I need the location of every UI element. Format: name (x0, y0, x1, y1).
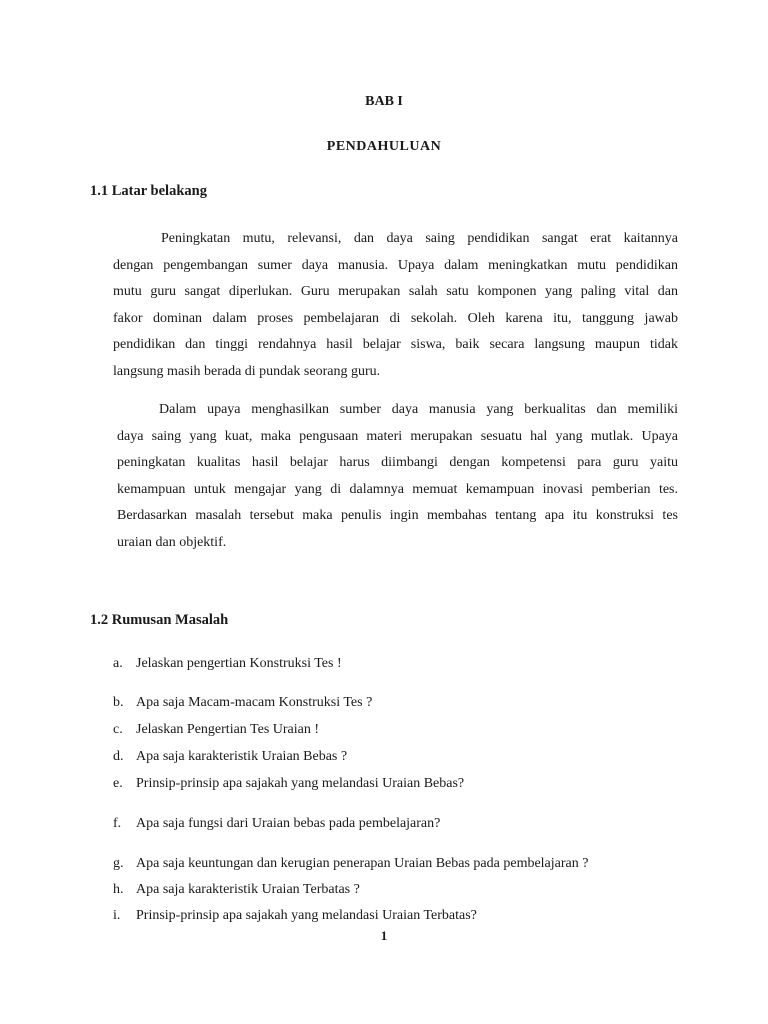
list-marker: b. (113, 695, 124, 710)
section-heading-latar-belakang: 1.1 Latar belakang (90, 183, 207, 199)
list-item (113, 882, 360, 898)
paragraph-1 (113, 226, 678, 385)
list-item-text: Apa saja Macam-macam Konstruksi Tes ? (136, 695, 373, 710)
paragraph-line: uraian dan objektif. (117, 534, 227, 550)
paragraph-line: Peningkatan mutu, relevansi, dan daya saing pendidikan sangat erat kaitannya (161, 231, 678, 246)
paragraph-line: langsung masih berada di pundak seorang guru. (113, 363, 381, 379)
list-item-text: Apa saja keuntungan dan kerugian penerapan Uraian Bebas pada pembelajaran ? (136, 856, 589, 871)
list-item (113, 856, 588, 872)
list-item (113, 656, 342, 672)
list-item (113, 908, 477, 924)
paragraph-line: dengan pengembangan sumer daya manusia. Upaya dalam meningkatkan mutu pendidikan (113, 257, 678, 273)
list-item-text: Apa saja karakteristik Uraian Bebas ? (136, 749, 348, 764)
list-marker: a. (113, 656, 123, 671)
list-item-text: Prinsip-prinsip apa sajakah yang melandasi Uraian Terbatas? (136, 908, 477, 923)
list-marker: f. (113, 816, 122, 831)
section-heading-rumusan-masalah: 1.2 Rumusan Masalah (90, 612, 229, 628)
paragraph-line: Dalam upaya menghasilkan sumber daya manusia yang berkualitas dan memiliki (159, 402, 678, 417)
paragraph-line: kemampuan untuk mengajar yang di dalamnya memuat kemampuan inovasi pemberian tes. (117, 481, 678, 497)
list-marker: d. (113, 749, 124, 764)
list-item (113, 722, 319, 738)
paragraph-line: Berdasarkan masalah tersebut maka penulis ingin membahas tentang apa itu konstruksi tes (117, 508, 678, 523)
list-marker: g. (113, 856, 124, 871)
list-item (113, 776, 464, 792)
chapter-heading: BAB I (365, 94, 403, 109)
list-item-text: Prinsip-prinsip apa sajakah yang melandasi Uraian Bebas? (136, 776, 465, 791)
list-marker: h. (113, 882, 124, 897)
list-item (113, 749, 347, 765)
paragraph-line: fakor dominan dalam proses pembelajaran di sekolah. Oleh karena itu, tanggung jawab (113, 310, 678, 326)
paragraph-line: pendidikan dan tinggi rendahnya hasil belajar siswa, baik secara langsung maupun tidak (113, 337, 678, 352)
page-number: 1 (380, 928, 388, 943)
list-item-text: Jelaskan pengertian Konstruksi Tes ! (136, 656, 342, 671)
paragraph-line: daya saing yang kuat, maka pengusaan materi merupakan sesuatu hal yang mutlak. Upaya (117, 428, 678, 444)
chapter-title: PENDAHULUAN (326, 139, 442, 154)
list-marker: i. (113, 908, 121, 923)
paragraph-line: peningkatan kualitas hasil belajar harus diimbangi dengan kompetensi para guru yaitu (117, 455, 678, 470)
paragraph-2 (117, 397, 678, 556)
list-item (113, 695, 372, 711)
list-item-text: Apa saja karakteristik Uraian Terbatas ? (136, 882, 360, 897)
list-item-text: Jelaskan Pengertian Tes Uraian ! (136, 722, 320, 737)
list-item-text: Apa saja fungsi dari Uraian bebas pada pembelajaran? (136, 816, 441, 831)
paragraph-line: mutu guru sangat diperlukan. Guru merupakan salah satu komponen yang paling vital dan (113, 284, 678, 299)
list-marker: c. (113, 722, 123, 737)
list-marker: e. (113, 776, 123, 791)
list-item (113, 816, 440, 832)
